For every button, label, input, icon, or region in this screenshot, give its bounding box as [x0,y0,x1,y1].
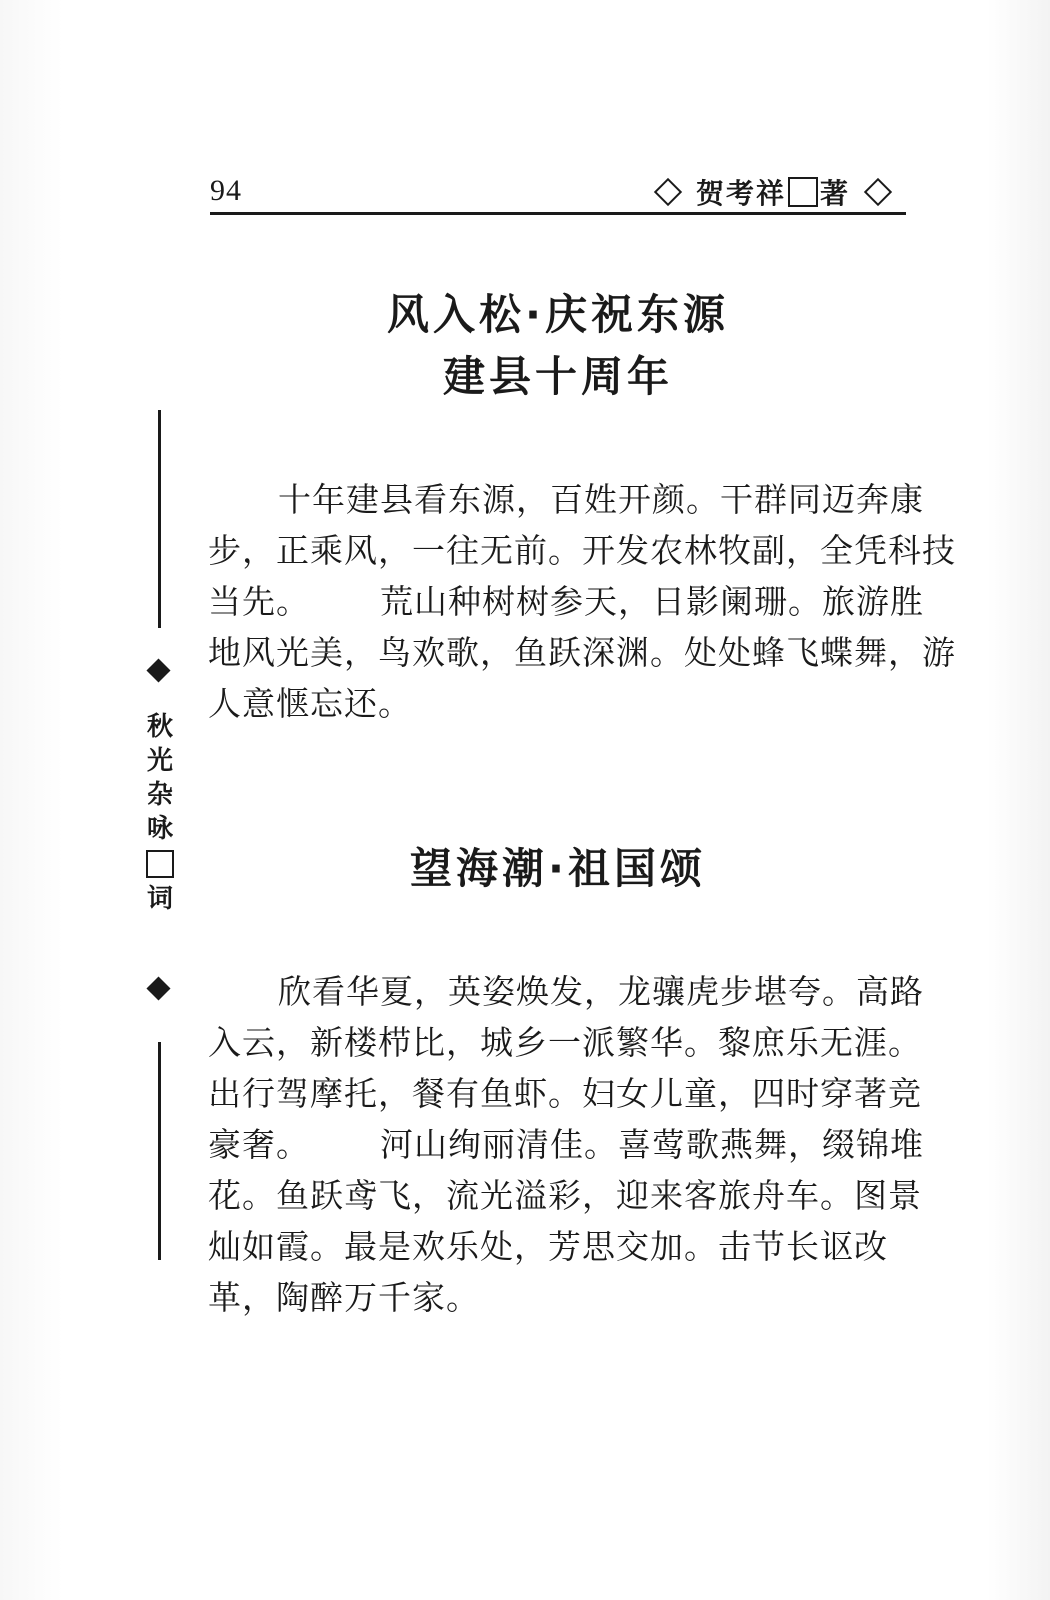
box-separator-icon [146,850,174,878]
diamond-filled-icon [146,976,170,1000]
poem-line: 步，正乘风，一往无前。开发农林牧副，全凭科技 [208,531,956,570]
poem-line: 入云，新楼栉比，城乡一派繁华。黎庶乐无涯。 [208,1023,922,1062]
side-title-char: 秋 [146,712,173,742]
page-header [210,168,906,215]
diamond-outline-icon [654,178,682,206]
side-collection-title [138,710,182,916]
header-author-block [640,172,906,212]
side-rule-bottom [158,1042,161,1260]
poem-title [210,284,906,408]
side-title-char: 光 [146,746,173,776]
poem-line: 当先。 荒山种树树参天，日影阑珊。旅游胜 [208,582,924,621]
poem-body [208,966,948,1323]
poem-line: 欣看华夏，英姿焕发，龙骧虎步堪夸。高路 [278,972,924,1011]
side-title-char: 词 [146,884,173,914]
author-suffix: 著 [819,177,848,210]
poem-line: 灿如霞。最是欢乐处，芳思交加。击节长讴改 [208,1227,888,1266]
diamond-outline-icon [864,178,892,206]
poem-line: 人意惬忘还。 [208,684,412,723]
poem-line: 地风光美，鸟欢歌，鱼跃深渊。处处蜂飞蝶舞，游 [208,633,956,672]
side-title-char: 咏 [146,814,173,844]
page-number: 94 [210,174,242,207]
poem-title-line: 建县十周年 [442,352,673,401]
diamond-filled-icon [146,658,170,682]
author-name: 贺考祥 [695,177,786,210]
side-rule-top [158,410,161,628]
side-decoration [130,410,190,1260]
poem-body [208,474,956,729]
poem-line: 出行驾摩托，餐有鱼虾。妇女儿童，四时穿著竞 [208,1074,922,1113]
side-title-char: 杂 [146,780,173,810]
box-separator-icon [788,177,818,207]
poem-title-line: 风入松·庆祝东源 [387,290,729,339]
poem-line: 花。鱼跃鸢飞，流光溢彩，迎来客旅舟车。图景 [208,1176,922,1215]
poem-line: 革，陶醉万千家。 [208,1278,480,1317]
poem-title [210,838,906,900]
poem-line: 十年建县看东源，百姓开颜。干群同迈奔康 [278,480,924,519]
poem-title-line: 望海潮·祖国颂 [410,844,706,893]
poem-line: 豪奢。 河山绚丽清佳。喜莺歌燕舞，缀锦堆 [208,1125,924,1164]
